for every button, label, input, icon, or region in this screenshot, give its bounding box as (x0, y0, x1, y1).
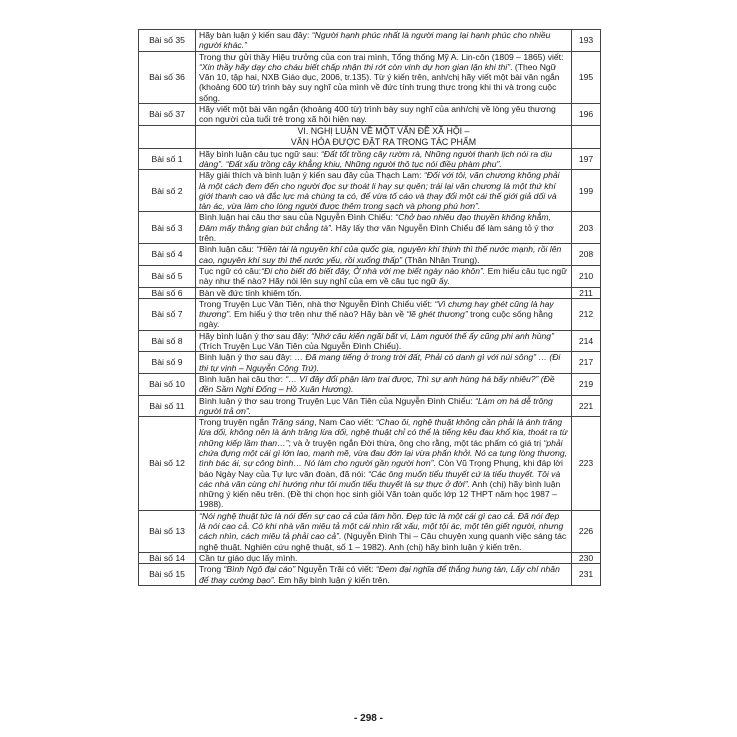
table-row (139, 212, 601, 244)
page-ref: 219 (572, 373, 601, 395)
exercise-number: Bài số 35 (139, 30, 196, 52)
exercise-number: Bài số 36 (139, 51, 196, 103)
prompt-text: Hãy lấy thơ văn Nguyễn Đình Chiểu để làm sáng tỏ ý thơ trên. (199, 222, 554, 244)
prompt-quote: “Xin thầy hãy dạy cho cháu biết chấp nhận thi rớt còn vinh dự hơn gian lận khi thi” (199, 61, 511, 72)
prompt-quote: “Nhớ câu kiến ngãi bất vi, Làm người thế ấy cũng phi anh hùng” (311, 330, 554, 341)
exercise-prompt (196, 352, 572, 374)
table-row (139, 244, 601, 266)
prompt-text: , Nam Cao viết: (314, 417, 376, 428)
prompt-text: Trong thư gửi thầy Hiệu trưởng của con trai mình, Tổng thống Mỹ A. Lin-côn (1809 – 1865) viết: (199, 51, 564, 62)
prompt-text: Em hiểu câu tục ngữ này như thế nào? Hãy nói lên suy nghĩ của em về câu tục ngữ ấy. (199, 265, 567, 287)
prompt-text: Hãy viết một bài văn ngắn (khoảng 400 từ) trình bày suy nghĩ của anh/chị về lòng yêu thương con người của tuổi trẻ trong xã hội hiện nay. (199, 104, 556, 125)
section-heading-body (139, 125, 601, 148)
exercise-prompt (196, 287, 572, 298)
exercise-number: Bài số 11 (139, 395, 196, 417)
exercise-prompt (196, 265, 572, 287)
table-row (139, 287, 601, 298)
contents-table (138, 29, 601, 586)
prompt-text: Bình luận hai câu thơ sau của Nguyễn Đình Chiểu: (199, 212, 396, 223)
exercise-prompt (196, 330, 572, 352)
prompt-text: Bình luận ý thơ sau trong Truyện Lục Vân Tiên của Nguyễn Đình Chiểu: (199, 395, 476, 406)
page-ref: 210 (572, 265, 601, 287)
prompt-text: Trong Truyện Lục Vân Tiên, nhà thơ Nguyễn Đình Chiểu viết: (199, 298, 435, 309)
contents-body-top (139, 30, 601, 126)
table-row (139, 417, 601, 511)
prompt-quote: “Người hạnh phúc nhất là người mang lại hạnh phúc cho nhiều người khác.” (199, 30, 551, 51)
exercise-number: Bài số 12 (139, 417, 196, 511)
exercise-number: Bài số 2 (139, 170, 196, 212)
prompt-text: ; và ở truyện ngắn Đời thừa, ông cho rằng, một tác phẩm có giá trị (288, 437, 544, 448)
exercise-number: Bài số 8 (139, 330, 196, 352)
page-ref: 221 (572, 395, 601, 417)
prompt-quote: “Đối với tôi, văn chương không phải là một cách đem đến cho người đọc sự thoát li hay sự quên; trái lại văn chương là một thứ khí giới thanh cao và đắc lực mà chúng ta có, để vừa tố cáo và thay đổi một cái thế giới giả dối và tàn ác, vừa làm cho lòng người được thêm trong sạch và phong phú hơn”. (199, 170, 560, 212)
section-heading-cell (196, 125, 572, 148)
prompt-text: Bình luận ý thơ sau đây: (199, 352, 295, 363)
exercise-number: Bài số 6 (139, 287, 196, 298)
page-ref: 214 (572, 330, 601, 352)
prompt-quote: “Chở bao nhiêu đạo thuyền không khẳm, Đâm mấy thằng gian bút chẳng tà”. (199, 212, 551, 233)
exercise-prompt (196, 510, 572, 552)
prompt-quote: “Nói nghệ thuật tức là nói đến sự cao cả của tâm hồn. Đẹp tức là một cái gì cao cả. Đã nói đẹp là nói cao cả. Có khi nhà văn miêu tả một cái nhìn rất xấu, một tội ác, một tên giết người, nhưng cách nhìn, cách miêu tả phải cao cả”. (199, 510, 564, 542)
prompt-quote: “Làm ơn há dễ trông người trả ơn”. (199, 395, 553, 416)
exercise-prompt (196, 148, 572, 170)
prompt-text: Hãy bình luận ý thơ sau đây: (199, 330, 312, 341)
prompt-quote: “phải chứa đựng một cái gì lớn lao, mạnh mẽ, vừa đau đớn lại vừa phấn khởi. Nó ca tụng lòng thương, tình bác ái, sự công bình… Nó làm cho người gần người hơn”. (199, 437, 568, 469)
table-row (139, 265, 601, 287)
prompt-quote: “Chao ôi, nghệ thuật không cần phải là ánh trăng lừa dối, không nên là ánh trăng lừa dối, nghệ thuật chỉ có thể là tiếng kêu đau khổ kia, thoát ra từ những kiếp lầm than…” (199, 417, 568, 448)
page-ref: 208 (572, 244, 601, 266)
prompt-quote: “Đem đại nghĩa để thắng hung tàn, Lấy chí nhân để thay cường bạo”. (199, 564, 560, 585)
page-ref: 197 (572, 148, 601, 170)
prompt-quote: “… Ví đây đổi phận làm trai được, Thì sự anh hùng há bấy nhiêu?” (Đề đền Sầm Nghi Đống – Hồ Xuân Hương). (199, 373, 555, 395)
section-heading-line-2: VĂN HÓA ĐƯỢC ĐẶT RA TRONG TÁC PHẨM (290, 136, 477, 147)
exercise-prompt (196, 51, 572, 103)
prompt-quote: “Đất tốt trồng cây rườm rà, Những người thanh lịch nói ra dịu dàng”. “Đất xấu trồng cây khẳng khiu, Những người thô tục nói điều phàm phu”. (199, 148, 553, 169)
prompt-quote: “Bình Ngô đại cáo” (223, 564, 296, 575)
table-row (139, 298, 601, 330)
prompt-text: Cần tư giáo dục lấy mình. (199, 552, 298, 563)
prompt-text: (Nguyễn Đình Thi – Câu chuyện xung quanh việc sáng tác nghệ thuật. Nghiên cứu nghệ thuật, số 1 – 1982). Anh (chị) hãy bình luận ý kiến trên. (199, 531, 567, 552)
table-row (139, 395, 601, 417)
table-row (139, 51, 601, 103)
prompt-text: Bình luận hai câu thơ: (199, 373, 286, 384)
page-ref: 217 (572, 352, 601, 374)
prompt-text: Còn Vũ Trọng Phụng, khi đáp lời báo Ngày Nay của Tự lực văn đoàn, đã nói: (199, 458, 563, 479)
prompt-text: (Thân Nhân Trung). (402, 254, 480, 265)
table-row (139, 564, 601, 586)
prompt-text: . (Theo Ngữ Văn 10, tập hai, NXB Giáo dục, 2006, tr.135). Từ ý kiến trên, anh/chị hãy viết một bài văn ngắn (khoảng 600 từ) trình bày suy nghĩ của mình về đức tính trung thực trong khi thi và trong cuộc sống. (199, 61, 560, 103)
prompt-quote: “lẽ ghét thương” (406, 309, 468, 320)
exercise-number: Bài số 7 (139, 298, 196, 330)
exercise-prompt (196, 170, 572, 212)
section-no-cell (139, 125, 196, 148)
page-ref: 223 (572, 417, 601, 511)
page-ref: 199 (572, 170, 601, 212)
exercise-number: Bài số 4 (139, 244, 196, 266)
page-ref: 193 (572, 30, 601, 52)
exercise-prompt (196, 244, 572, 266)
table-row (139, 510, 601, 552)
exercise-prompt (196, 417, 572, 511)
table-row (139, 170, 601, 212)
prompt-text: Anh (chị) hãy bình luận những ý kiến nêu trên. (Đề thi chọn học sinh giỏi Văn toàn quốc lớp 12 THPT năm học 1987 – 1988). (199, 478, 561, 510)
prompt-text: Hãy bàn luận ý kiến sau đây: (199, 30, 312, 40)
table-row (139, 104, 601, 126)
exercise-prompt (196, 212, 572, 244)
exercise-prompt (196, 298, 572, 330)
exercise-number: Bài số 9 (139, 352, 196, 374)
prompt-text: Trong (199, 564, 224, 575)
exercise-number: Bài số 1 (139, 148, 196, 170)
prompt-text: Bàn về đức tính khiêm tốn. (199, 287, 302, 298)
section-page-cell (572, 125, 601, 148)
prompt-text: Bình luận câu: (199, 244, 257, 255)
prompt-text: Em hãy bình luận ý kiến trên. (276, 574, 390, 585)
page-ref: 211 (572, 287, 601, 298)
exercise-prompt (196, 395, 572, 417)
exercise-number: Bài số 10 (139, 373, 196, 395)
table-row (139, 148, 601, 170)
exercise-prompt (196, 552, 572, 563)
table-row (139, 30, 601, 52)
exercise-number: Bài số 5 (139, 265, 196, 287)
exercise-number: Bài số 13 (139, 510, 196, 552)
exercise-prompt (196, 30, 572, 52)
exercise-prompt (196, 564, 572, 586)
table-row (139, 373, 601, 395)
page-ref: 231 (572, 564, 601, 586)
prompt-text: Hãy bình luận câu tục ngữ sau: (199, 148, 321, 159)
exercise-number: Bài số 14 (139, 552, 196, 563)
exercise-number: Bài số 15 (139, 564, 196, 586)
page-ref: 203 (572, 212, 601, 244)
prompt-quote: “Các ông muốn tiểu thuyết cứ là tiểu thuyết. Tôi và các nhà văn cùng chí hướng như tôi muốn tiểu thuyết là sự thực ở đời”. (199, 468, 561, 489)
prompt-text: Hãy giải thích và bình luận ý kiến sau đây của Thạch Lam: (199, 170, 424, 181)
table-row (139, 552, 601, 563)
prompt-quote: Trăng sáng (271, 417, 315, 428)
page-number: - 298 - (354, 713, 383, 724)
page-ref: 226 (572, 510, 601, 552)
exercise-number: Bài số 3 (139, 212, 196, 244)
page-ref: 230 (572, 552, 601, 563)
page-ref: 196 (572, 104, 601, 126)
prompt-quote: “Hiền tài là nguyên khí của quốc gia, nguyên khí thịnh thì thế nước mạnh, rồi lên cao, nguyên khí suy thì thế nước yếu, rồi xuống thấp” (199, 244, 562, 265)
section-heading-row (139, 125, 601, 148)
page-ref: 195 (572, 51, 601, 103)
exercise-number: Bài số 37 (139, 104, 196, 126)
prompt-text: (Trích Truyện Lục Vân Tiên của Nguyễn Đình Chiểu). (199, 341, 402, 352)
prompt-quote: “Vì chưng hay ghét cũng là hay thương”. (199, 298, 554, 320)
table-row (139, 352, 601, 374)
exercise-prompt (196, 373, 572, 395)
contents-body-bottom (139, 148, 601, 585)
prompt-quote: “Đi cho biết đó biết đây, Ở nhà với mẹ biết ngày nào khôn”. (261, 265, 486, 276)
prompt-text: Trong truyện ngắn (199, 417, 272, 428)
prompt-text: Tục ngữ có câu: (199, 265, 262, 276)
prompt-text: Nguyễn Trãi có viết: (295, 564, 376, 575)
table-row (139, 330, 601, 352)
prompt-text: Em hiểu ý thơ trên như thế nào? Hãy bàn về (231, 309, 407, 320)
prompt-quote: … Đã mang tiếng ở trong trời đất, Phải có danh gì với núi sông” … (Đi thi tự vịnh – Nguyễn Công Trứ). (199, 352, 561, 373)
section-heading-line-1: VI. NGHỊ LUẬN VỀ MỘT VẤN ĐỀ XÃ HỘI – (297, 125, 470, 136)
page-ref: 212 (572, 298, 601, 330)
prompt-text: trong cuộc sống hằng ngày. (199, 309, 553, 330)
exercise-prompt (196, 104, 572, 126)
